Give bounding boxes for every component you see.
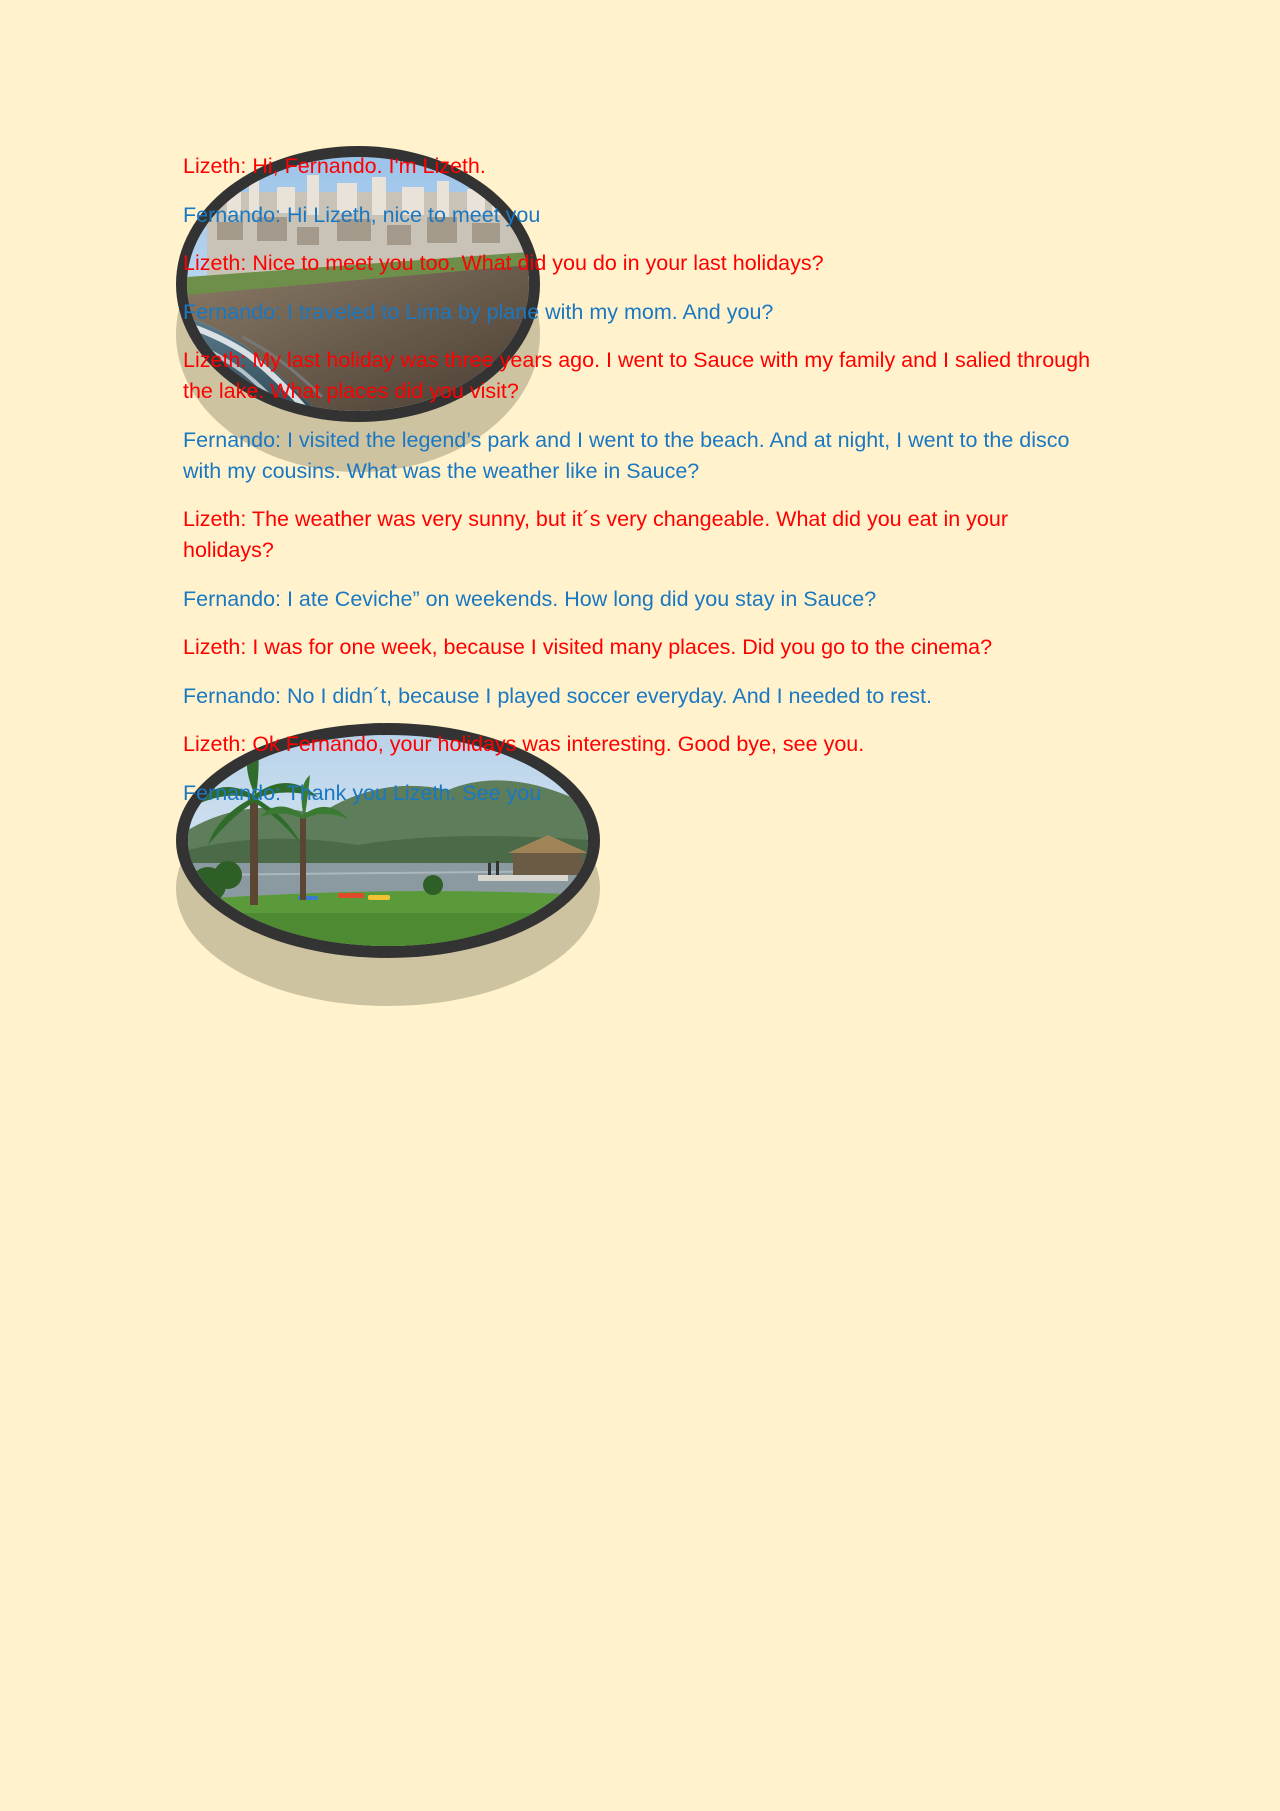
dialogue-line: Lizeth: My last holiday was three years ago. I went to Sauce with my family and I salied through the lake. What places did you visit? xyxy=(183,348,1091,403)
dialogue-line: Fernando: Thank you Lizeth. See you xyxy=(183,780,542,805)
dialogue-line: Lizeth: Hi, Fernando. I'm Lizeth. xyxy=(183,154,486,178)
dialogue-line: Lizeth: The weather was very sunny, but it´s very changeable. What did you eat in your holidays? xyxy=(183,507,1008,562)
dialogue-line: Lizeth: Ok Fernando, your holidays was interesting. Good bye, see you. xyxy=(183,732,865,756)
dialogue-line: Fernando: Hi Lizeth, nice to meet you xyxy=(183,202,541,227)
dialogue-line: Fernando: No I didn´t, because I played soccer everyday. And I needed to rest. xyxy=(183,683,932,708)
dialogue-line: Fernando: I visited the legend’s park and I went to the beach. And at night, I went to the disco with my cousins. What was the weather like in Sauce? xyxy=(183,427,1070,483)
dialogue-line: Fernando: I ate Ceviche” on weekends. How long did you stay in Sauce? xyxy=(183,586,877,611)
dialogue-line: Lizeth: I was for one week, because I visited many places. Did you go to the cinema? xyxy=(183,635,993,659)
dialogue-line: Fernando: I traveled to Lima by plane with my mom. And you? xyxy=(183,299,774,324)
dialogue-text xyxy=(183,151,1103,826)
dialogue-line: Lizeth: Nice to meet you too. What did you do in your last holidays? xyxy=(183,251,824,275)
